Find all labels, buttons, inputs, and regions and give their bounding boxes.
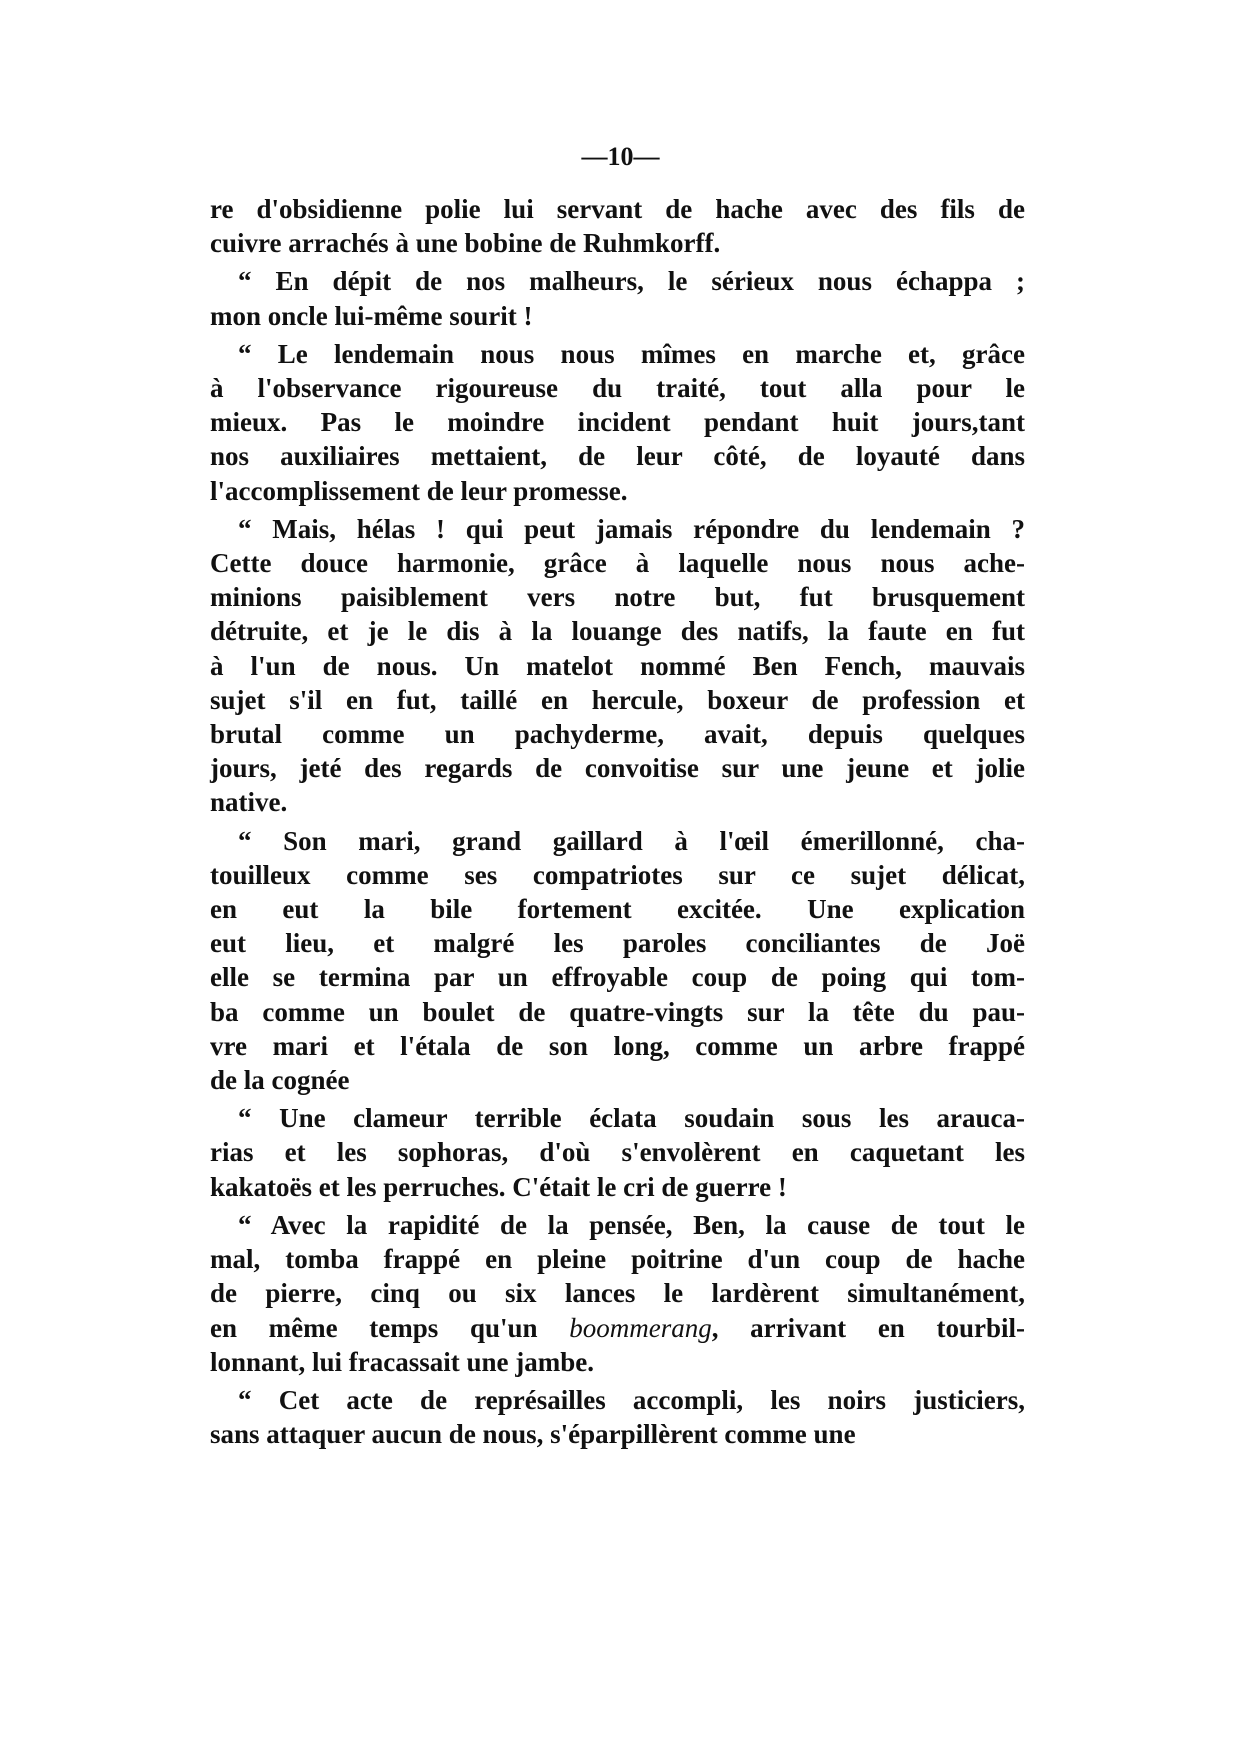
text-line: mieux. Pas le moindre incident pendant huit jours,tant — [210, 407, 1025, 438]
text-line: “ Une clameur terrible éclata soudain sous les arauca- — [238, 1103, 1025, 1134]
paragraph — [210, 264, 1025, 332]
text-line: re d'obsidienne polie lui servant de hache avec des fils de — [210, 194, 1025, 224]
paragraph — [210, 824, 1025, 1098]
text-line: à l'un de nous. Un matelot nommé Ben Fench, mauvais — [210, 650, 1025, 681]
text-line: de la cognée — [210, 1065, 350, 1096]
text-line: en même temps qu'un boommerang, arrivant en tourbil- — [210, 1312, 1025, 1343]
text-line: native. — [210, 787, 288, 818]
text-line: jours, jeté des regards de convoitise sur une jeune et jolie — [210, 753, 1025, 784]
text-line: “ En dépit de nos malheurs, le sérieux nous échappa ; — [238, 266, 1025, 297]
text-line: l'accomplissement de leur promesse. — [210, 475, 628, 506]
text-line: nos auxiliaires mettaient, de leur côté, de loyauté dans — [210, 441, 1025, 472]
text-line: mon oncle lui-même sourit ! — [210, 300, 533, 331]
italic-word: boommerang — [569, 1312, 712, 1343]
paragraph — [210, 192, 1025, 260]
paragraph — [210, 337, 1025, 508]
text-line: sans attaquer aucun de nous, s'éparpillèrent comme une — [210, 1419, 856, 1450]
paragraph — [210, 1208, 1025, 1379]
paragraph — [210, 1101, 1025, 1204]
page-number: —10— — [581, 142, 660, 171]
text-line: mal, tomba frappé en pleine poitrine d'un coup de hache — [210, 1244, 1025, 1275]
paragraph — [210, 1383, 1025, 1451]
body-text — [210, 192, 1025, 1455]
text-line: en eut la bile fortement excitée. Une explication — [210, 894, 1025, 925]
text-line: brutal comme un pachyderme, avait, depuis quelques — [210, 719, 1025, 750]
text-line: Cette douce harmonie, grâce à laquelle nous nous ache- — [210, 548, 1025, 579]
text-line: ba comme un boulet de quatre-vingts sur la tête du pau- — [210, 996, 1025, 1027]
text-line: elle se termina par un effroyable coup de poing qui tom- — [210, 962, 1025, 993]
text-line: détruite, et je le dis à la louange des natifs, la faute en fut — [210, 616, 1025, 647]
text-line: kakatoës et les perruches. C'était le cri de guerre ! — [210, 1171, 787, 1202]
text-line: lonnant, lui fracassait une jambe. — [210, 1346, 595, 1377]
text-line: de pierre, cinq ou six lances le lardèrent simultanément, — [210, 1278, 1025, 1309]
paragraph — [210, 512, 1025, 820]
text-line: eut lieu, et malgré les paroles conciliantes de Joë — [210, 928, 1025, 959]
text-line: “ Son mari, grand gaillard à l'œil émerillonné, cha- — [238, 825, 1025, 856]
text-line: minions paisiblement vers notre but, fut brusquement — [210, 582, 1025, 613]
text-line: sujet s'il en fut, taillé en hercule, boxeur de profession et — [210, 684, 1025, 715]
text-line: vre mari et l'étala de son long, comme un arbre frappé — [210, 1030, 1025, 1061]
text-line: cuivre arrachés à une bobine de Ruhmkorff. — [210, 228, 721, 259]
text-line: touilleux comme ses compatriotes sur ce sujet délicat, — [210, 859, 1025, 890]
text-line: “ Avec la rapidité de la pensée, Ben, la cause de tout le — [238, 1209, 1025, 1240]
text-line: à l'observance rigoureuse du traité, tout alla pour le — [210, 373, 1025, 404]
text-line: rias et les sophoras, d'où s'envolèrent en caquetant les — [210, 1137, 1025, 1168]
text-line: “ Cet acte de représailles accompli, les noirs justiciers, — [238, 1384, 1025, 1415]
text-line: “ Mais, hélas ! qui peut jamais répondre du lendemain ? — [238, 513, 1025, 544]
text-line: “ Le lendemain nous nous mîmes en marche et, grâce — [238, 338, 1025, 369]
